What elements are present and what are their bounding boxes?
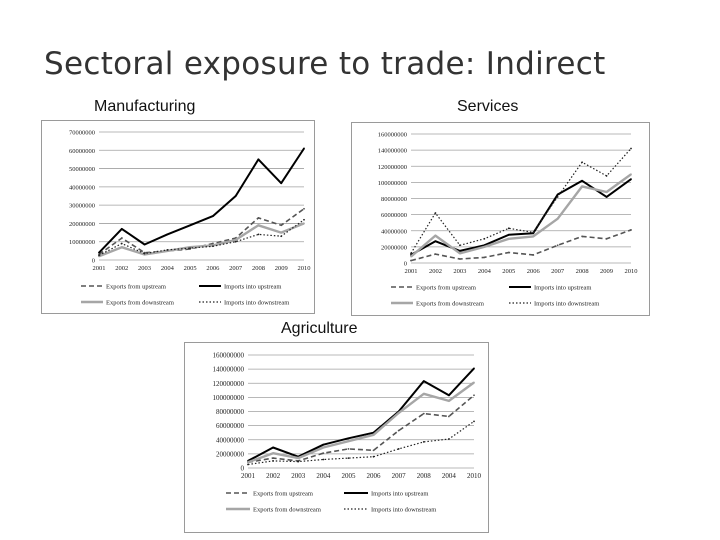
data-point (448, 438, 450, 440)
y-tick-label: 160000000 (212, 351, 244, 360)
data-point (435, 212, 437, 214)
x-tick-label: 2005 (502, 268, 516, 275)
y-tick-label: 40000000 (69, 184, 95, 192)
data-point (121, 228, 123, 230)
agriculture-chart (184, 342, 489, 533)
data-point (410, 252, 412, 254)
data-point (630, 229, 632, 231)
data-point (235, 195, 237, 197)
data-point (247, 464, 249, 466)
x-tick-label: 2002 (115, 265, 129, 272)
y-tick-label: 70000000 (69, 129, 95, 137)
data-point (373, 456, 375, 458)
data-point (606, 191, 608, 193)
legend-label: Imports into downstream (371, 506, 437, 514)
data-point (398, 448, 400, 450)
manufacturing-chart (41, 120, 315, 314)
x-tick-label: 2001 (241, 472, 255, 480)
slide-title: Sectoral exposure to trade: Indirect (44, 46, 606, 82)
x-tick-label: 2007 (551, 268, 565, 275)
legend-label: Imports into upstream (224, 283, 282, 291)
data-point (473, 382, 475, 384)
x-tick-label: 2008 (251, 265, 265, 272)
x-tick-label: 2001 (92, 265, 106, 272)
data-point (423, 393, 425, 395)
data-point (532, 235, 534, 237)
y-tick-label: 80000000 (216, 408, 244, 416)
x-tick-label: 2005 (341, 472, 356, 480)
data-point (272, 457, 274, 459)
agriculture-title: Agriculture (281, 320, 358, 337)
x-tick-label: 2004 (441, 472, 456, 480)
data-point (322, 452, 324, 454)
data-point (435, 240, 437, 242)
data-point (423, 413, 425, 415)
y-tick-label: 140000000 (212, 365, 244, 374)
data-point (121, 237, 123, 239)
x-tick-label: 2003 (291, 472, 306, 480)
x-tick-label: 2007 (391, 472, 406, 480)
data-point (272, 460, 274, 462)
y-tick-label: 20000000 (381, 244, 407, 252)
legend-label: Exports from downstream (106, 299, 174, 307)
legend-label: Exports from downstream (416, 300, 484, 308)
legend-label: Imports into downstream (224, 299, 290, 307)
x-tick-label: 2003 (138, 265, 152, 272)
x-tick-label: 2002 (428, 268, 442, 275)
y-tick-label: 100000000 (212, 393, 244, 402)
data-point (297, 461, 299, 463)
y-tick-label: 20000000 (216, 450, 244, 459)
y-tick-label: 40000000 (381, 228, 407, 236)
data-point (557, 218, 559, 220)
legend-label: Exports from downstream (253, 506, 321, 514)
data-point (483, 246, 485, 248)
x-tick-label: 2008 (416, 472, 431, 480)
data-point (166, 234, 168, 236)
data-point (459, 258, 461, 260)
data-point (258, 159, 260, 161)
data-point (410, 260, 412, 262)
data-point (606, 196, 608, 198)
data-point (373, 449, 375, 451)
data-point (348, 440, 350, 442)
legend-label: Imports into upstream (534, 284, 592, 292)
data-point (348, 448, 350, 450)
data-point (448, 394, 450, 396)
x-tick-label: 2006 (366, 472, 381, 480)
data-point (532, 254, 534, 256)
data-point (166, 249, 168, 251)
data-point (630, 173, 632, 175)
data-point (322, 444, 324, 446)
y-tick-label: 40000000 (216, 436, 244, 445)
x-tick-label: 2006 (206, 265, 220, 272)
data-point (322, 459, 324, 461)
data-point (212, 245, 214, 247)
x-tick-label: 2010 (624, 268, 638, 275)
data-point (606, 238, 608, 240)
y-tick-label: 120000000 (377, 163, 407, 171)
data-point (630, 178, 632, 180)
data-point (483, 238, 485, 240)
data-point (280, 182, 282, 184)
x-tick-label: 2003 (453, 268, 467, 275)
y-tick-label: 0 (403, 260, 407, 268)
data-point (348, 437, 350, 439)
data-point (348, 457, 350, 459)
y-tick-label: 60000000 (216, 422, 244, 431)
data-point (189, 224, 191, 226)
data-point (144, 244, 146, 246)
x-tick-label: 2010 (297, 265, 311, 272)
data-point (303, 219, 305, 221)
data-point (423, 441, 425, 443)
data-point (258, 217, 260, 219)
y-tick-label: 10000000 (69, 239, 95, 247)
data-point (483, 256, 485, 258)
data-point (280, 232, 282, 234)
data-point (297, 457, 299, 459)
x-tick-label: 2007 (229, 265, 243, 272)
data-point (459, 252, 461, 254)
legend-label: Exports from upstream (106, 283, 166, 291)
x-tick-label: 2010 (467, 472, 481, 480)
data-point (557, 194, 559, 196)
data-point (98, 252, 100, 254)
data-point (121, 246, 123, 248)
x-tick-label: 2004 (477, 268, 491, 275)
data-point (212, 215, 214, 217)
manufacturing-title: Manufacturing (94, 98, 196, 115)
legend-label: Imports into downstream (534, 300, 600, 308)
data-point (581, 186, 583, 188)
data-point (398, 430, 400, 432)
data-point (272, 452, 274, 454)
data-point (121, 243, 123, 245)
x-tick-label: 2004 (160, 265, 174, 272)
x-tick-label: 2005 (183, 265, 197, 272)
y-tick-label: 60000000 (69, 147, 95, 155)
data-point (322, 447, 324, 449)
data-point (581, 235, 583, 237)
x-tick-label: 2001 (404, 268, 418, 275)
x-tick-label: 2004 (316, 472, 331, 480)
data-point (508, 234, 510, 236)
data-point (448, 400, 450, 402)
legend-label: Imports into upstream (371, 490, 429, 498)
y-tick-label: 140000000 (377, 147, 407, 155)
data-point (557, 196, 559, 198)
y-tick-label: 100000000 (377, 179, 407, 187)
data-point (508, 238, 510, 240)
x-tick-label: 2009 (274, 265, 288, 272)
data-point (303, 208, 305, 210)
data-point (373, 434, 375, 436)
y-tick-label: 120000000 (212, 379, 244, 388)
data-point (630, 148, 632, 150)
data-point (606, 175, 608, 177)
x-tick-label: 2002 (266, 472, 281, 480)
data-point (423, 380, 425, 382)
data-point (473, 394, 475, 396)
data-point (581, 180, 583, 182)
data-point (508, 252, 510, 254)
legend-label: Exports from upstream (253, 490, 313, 498)
data-point (532, 231, 534, 233)
data-point (435, 253, 437, 255)
data-point (435, 235, 437, 237)
y-tick-label: 160000000 (377, 131, 407, 139)
y-tick-label: 80000000 (381, 196, 407, 203)
y-tick-label: 0 (91, 257, 95, 265)
y-tick-label: 60000000 (381, 212, 407, 220)
y-tick-label: 30000000 (69, 202, 95, 210)
data-point (508, 227, 510, 229)
data-point (247, 461, 249, 463)
data-point (303, 223, 305, 225)
data-point (144, 253, 146, 255)
y-tick-label: 20000000 (69, 220, 95, 228)
data-point (280, 224, 282, 226)
data-point (303, 148, 305, 150)
services-title: Services (457, 98, 519, 115)
data-point (258, 234, 260, 236)
data-point (459, 244, 461, 246)
data-point (473, 420, 475, 422)
data-point (272, 447, 274, 449)
x-tick-label: 2006 (526, 268, 540, 275)
services-chart (351, 122, 650, 316)
data-point (473, 368, 475, 370)
data-point (235, 241, 237, 243)
data-point (557, 244, 559, 246)
x-tick-label: 2009 (600, 268, 614, 275)
data-point (189, 247, 191, 249)
data-point (235, 239, 237, 241)
data-point (98, 255, 100, 257)
y-tick-label: 50000000 (69, 166, 95, 174)
data-point (280, 235, 282, 237)
legend-label: Exports from upstream (416, 284, 476, 292)
data-point (448, 416, 450, 418)
data-point (410, 256, 412, 258)
data-point (398, 412, 400, 414)
x-tick-label: 2008 (575, 268, 589, 275)
data-point (258, 224, 260, 226)
y-tick-label: 0 (240, 464, 244, 473)
data-point (581, 161, 583, 163)
